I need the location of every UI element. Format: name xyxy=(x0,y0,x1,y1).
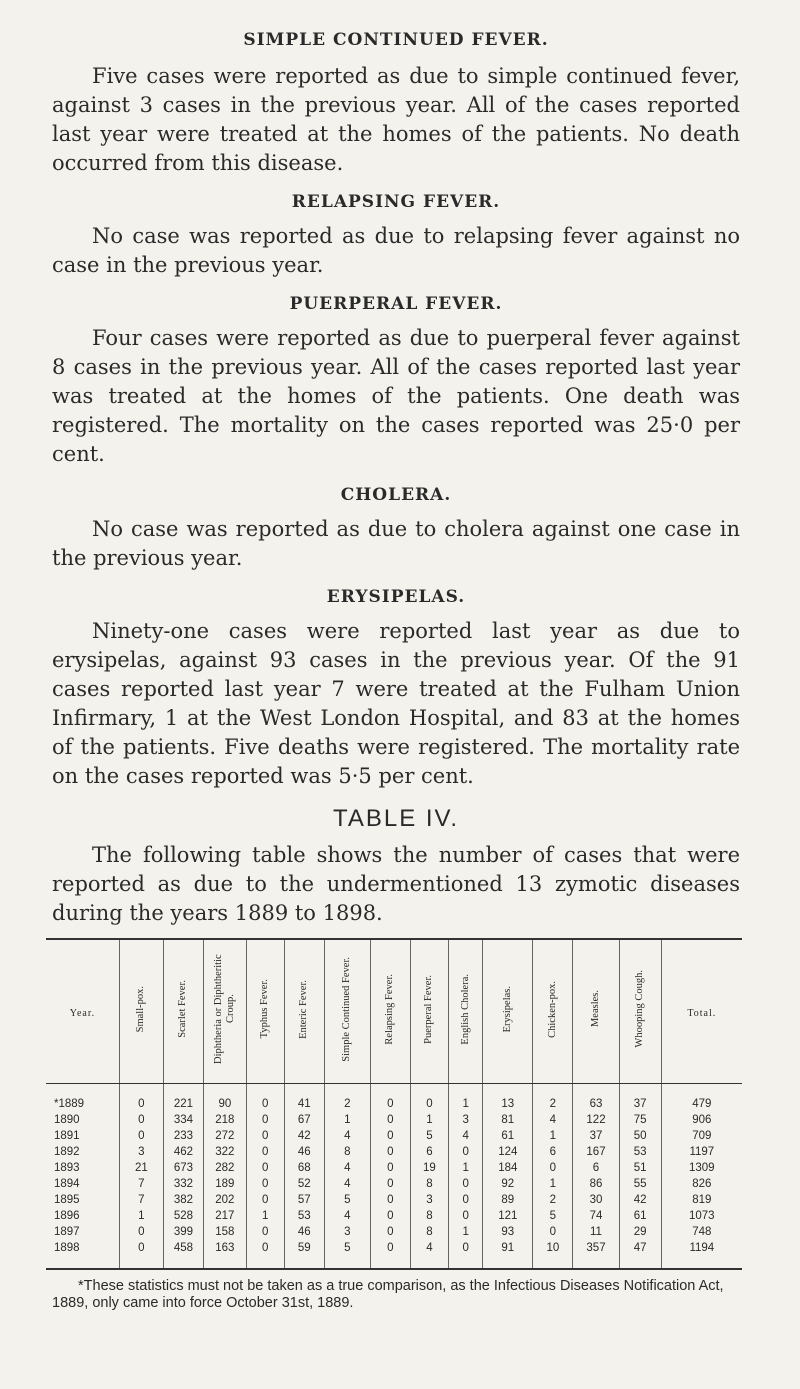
table-row xyxy=(46,1208,742,1224)
table-cell: 334 xyxy=(163,1112,203,1128)
table-cell: 202 xyxy=(204,1192,246,1208)
year-cell: 1897 xyxy=(54,1226,80,1238)
table-cell: 0 xyxy=(246,1224,284,1240)
table-cell: 30 xyxy=(573,1192,619,1208)
table-cell: 217 xyxy=(204,1208,246,1224)
table-cell: 0 xyxy=(370,1112,410,1128)
table-cell: 826 xyxy=(661,1176,742,1192)
paragraph-puerperal-fever: Four cases were reported as due to puerperal fever against 8 cases in the previous year. All of the cases reported last year was treated at the homes of the patients. One death was registered. The mortality on the cases reported was 25·0 per cent. xyxy=(52,326,740,466)
table-cell: 8 xyxy=(324,1144,370,1160)
table-cell: 1197 xyxy=(661,1144,742,1160)
table-cell: 332 xyxy=(163,1176,203,1192)
column-header-label: Puerperal Fever. xyxy=(423,974,435,1044)
column-header xyxy=(483,939,533,1084)
year-cell: 1890 xyxy=(54,1114,80,1126)
table-cell: 0 xyxy=(370,1224,410,1240)
table-cell: 52 xyxy=(284,1176,324,1192)
table-cell: 46 xyxy=(284,1144,324,1160)
table-cell: 37 xyxy=(619,1084,661,1113)
table-body xyxy=(46,1084,742,1270)
year-cell: 1891 xyxy=(54,1130,80,1142)
table-cell: 709 xyxy=(661,1128,742,1144)
table-cell: 4 xyxy=(449,1128,483,1144)
paragraph-cholera: No case was reported as due to cholera against one case in the previous year. xyxy=(52,517,740,570)
table-cell: 1194 xyxy=(661,1240,742,1269)
table-cell: 42 xyxy=(284,1128,324,1144)
column-header-label: Typhus Fever. xyxy=(259,979,271,1039)
table-cell: 42 xyxy=(619,1192,661,1208)
table-cell: 819 xyxy=(661,1192,742,1208)
table-row xyxy=(46,1128,742,1144)
table-cell: 4 xyxy=(324,1176,370,1192)
table-cell: 91 xyxy=(483,1240,533,1269)
table-cell: 1 xyxy=(533,1128,573,1144)
table-cell: 7 xyxy=(119,1176,163,1192)
table-cell: 3 xyxy=(449,1112,483,1128)
table-cell: 51 xyxy=(619,1160,661,1176)
table-cell: 158 xyxy=(204,1224,246,1240)
table-cell: 0 xyxy=(119,1240,163,1269)
table-cell: 3 xyxy=(410,1192,448,1208)
table-cell: 93 xyxy=(483,1224,533,1240)
column-header xyxy=(119,939,163,1084)
table-cell: 4 xyxy=(533,1112,573,1128)
table-cell: 4 xyxy=(410,1240,448,1269)
table-cell: 0 xyxy=(370,1084,410,1113)
column-header xyxy=(204,939,246,1084)
column-header xyxy=(619,939,661,1084)
table-cell: 59 xyxy=(284,1240,324,1269)
table-cell: 0 xyxy=(370,1144,410,1160)
table-cell: 68 xyxy=(284,1160,324,1176)
table-cell: 89 xyxy=(483,1192,533,1208)
table-cell: 61 xyxy=(483,1128,533,1144)
table-cell: 0 xyxy=(533,1160,573,1176)
table-cell: 5 xyxy=(410,1128,448,1144)
heading-relapsing-fever: RELAPSING FEVER. xyxy=(291,192,501,212)
table-cell: 0 xyxy=(449,1192,483,1208)
table-footnote: *These statistics must not be taken as a true comparison, as the Infectious Diseases Notification Act, 1889, only came into force October 31st, 1889. xyxy=(52,1278,724,1311)
table-cell: 74 xyxy=(573,1208,619,1224)
column-header-label: Year. xyxy=(69,1007,96,1019)
table-cell: 53 xyxy=(284,1208,324,1224)
table-cell: 8 xyxy=(410,1208,448,1224)
table-cell: 163 xyxy=(204,1240,246,1269)
table-cell: 2 xyxy=(324,1084,370,1113)
column-header-label: Enteric Fever. xyxy=(298,979,310,1039)
table-cell: 75 xyxy=(619,1112,661,1128)
heading-cholera: CHOLERA. xyxy=(340,485,452,505)
table-cell: 458 xyxy=(163,1240,203,1269)
table-cell: 221 xyxy=(163,1084,203,1113)
table-row xyxy=(46,1192,742,1208)
zymotic-diseases-table xyxy=(46,938,742,1270)
table-cell: 0 xyxy=(119,1224,163,1240)
table-cell: 1 xyxy=(410,1112,448,1128)
table-cell: 906 xyxy=(661,1112,742,1128)
table-cell: 1 xyxy=(324,1112,370,1128)
column-header xyxy=(246,939,284,1084)
heading-erysipelas: ERYSIPELAS. xyxy=(326,587,466,607)
table-row xyxy=(46,1224,742,1240)
table-cell: 63 xyxy=(573,1084,619,1113)
table-row xyxy=(46,1240,742,1269)
year-cell: 1896 xyxy=(54,1210,80,1222)
table-cell: 0 xyxy=(370,1128,410,1144)
table-cell: 189 xyxy=(204,1176,246,1192)
table-cell: 0 xyxy=(246,1112,284,1128)
column-header xyxy=(370,939,410,1084)
table-cell: 167 xyxy=(573,1144,619,1160)
column-header xyxy=(163,939,203,1084)
table-row xyxy=(46,1112,742,1128)
table-cell: 21 xyxy=(119,1160,163,1176)
table-row xyxy=(46,1084,742,1113)
table-cell: 0 xyxy=(246,1144,284,1160)
table-cell: 0 xyxy=(370,1160,410,1176)
table-cell: 1 xyxy=(449,1084,483,1113)
table-cell: 46 xyxy=(284,1224,324,1240)
table-cell: 1 xyxy=(246,1208,284,1224)
table-cell: 7 xyxy=(119,1192,163,1208)
column-header-label: Total. xyxy=(687,1007,717,1019)
table-cell: 0 xyxy=(246,1192,284,1208)
table-cell: 272 xyxy=(204,1128,246,1144)
table-cell: 282 xyxy=(204,1160,246,1176)
table-cell: 0 xyxy=(246,1084,284,1113)
table-header-row xyxy=(46,939,742,1084)
table-cell: 8 xyxy=(410,1224,448,1240)
table-cell: 0 xyxy=(246,1128,284,1144)
column-header-label: Relapsing Fever. xyxy=(384,973,396,1045)
table-row xyxy=(46,1160,742,1176)
table-cell: 0 xyxy=(119,1128,163,1144)
heading-puerperal-fever: PUERPERAL FEVER. xyxy=(289,294,503,314)
paragraph-erysipelas: Ninety-one cases were reported last year as due to erysipelas, against 93 cases in the previous year. Of the 91 cases reported last year 7 were treated at the Fulham Union Infirmary, 1 at the West London Hospital, and 83 at the homes of the patients. Five deaths were registered. The mortality rate on the cases reported was 5·5 per cent. xyxy=(52,619,740,788)
table-cell: 184 xyxy=(483,1160,533,1176)
column-header xyxy=(449,939,483,1084)
column-header-label: Small-pox. xyxy=(135,985,147,1033)
table-cell: 6 xyxy=(533,1144,573,1160)
table-cell: 382 xyxy=(163,1192,203,1208)
table-cell: 19 xyxy=(410,1160,448,1176)
table-cell: 0 xyxy=(370,1208,410,1224)
table-cell: 53 xyxy=(619,1144,661,1160)
table-cell: 357 xyxy=(573,1240,619,1269)
table-cell: 92 xyxy=(483,1176,533,1192)
table-cell: 1 xyxy=(449,1224,483,1240)
year-cell: 1895 xyxy=(54,1194,80,1206)
table-cell: 29 xyxy=(619,1224,661,1240)
table-cell: 67 xyxy=(284,1112,324,1128)
paragraph-relapsing-fever: No case was reported as due to relapsing fever against no case in the previous year. xyxy=(52,224,740,277)
table-cell: 0 xyxy=(119,1112,163,1128)
table-cell: 13 xyxy=(483,1084,533,1113)
column-header-label: Measles. xyxy=(590,990,601,1028)
year-cell: *1889 xyxy=(54,1098,85,1110)
year-cell: 1893 xyxy=(54,1162,80,1174)
table-cell: 462 xyxy=(163,1144,203,1160)
table-cell: 748 xyxy=(661,1224,742,1240)
table-cell: 0 xyxy=(370,1192,410,1208)
table-cell: 3 xyxy=(119,1144,163,1160)
table-cell: 5 xyxy=(324,1240,370,1269)
table-cell: 4 xyxy=(324,1208,370,1224)
table-cell: 0 xyxy=(449,1176,483,1192)
table-cell: 0 xyxy=(410,1084,448,1113)
column-header xyxy=(284,939,324,1084)
table-cell: 673 xyxy=(163,1160,203,1176)
column-header xyxy=(324,939,370,1084)
column-header xyxy=(573,939,619,1084)
table-cell: 0 xyxy=(246,1160,284,1176)
table-iv-intro: The following table shows the number of cases that were reported as due to the undermentioned 13 zymotic diseases during the years 1889 to 1898. xyxy=(52,843,740,925)
table-cell: 233 xyxy=(163,1128,203,1144)
paragraph-simple-continued-fever: Five cases were reported as due to simple continued fever, against 3 cases in the previous year. All of the cases reported last year were treated at the homes of the patients. No death occurred from this disease. xyxy=(52,64,740,175)
table-cell: 0 xyxy=(449,1240,483,1269)
column-header xyxy=(661,939,742,1084)
table-cell: 1 xyxy=(449,1160,483,1176)
table-cell: 86 xyxy=(573,1176,619,1192)
column-header xyxy=(533,939,573,1084)
table-cell: 0 xyxy=(246,1240,284,1269)
table-cell: 61 xyxy=(619,1208,661,1224)
table-iv-title: TABLE IV. xyxy=(332,805,460,832)
table-cell: 3 xyxy=(324,1224,370,1240)
column-header-label: Chicken-pox. xyxy=(546,980,558,1038)
table-cell: 6 xyxy=(573,1160,619,1176)
table-cell: 0 xyxy=(449,1208,483,1224)
column-header xyxy=(46,939,119,1084)
table-cell: 8 xyxy=(410,1176,448,1192)
year-cell: 1894 xyxy=(54,1178,80,1190)
table-cell: 41 xyxy=(284,1084,324,1113)
column-header-label: English Cholera. xyxy=(459,973,471,1045)
year-cell: 1898 xyxy=(46,1240,119,1269)
table-cell: 4 xyxy=(324,1128,370,1144)
table-cell: 528 xyxy=(163,1208,203,1224)
column-header xyxy=(410,939,448,1084)
table-cell: 0 xyxy=(119,1084,163,1113)
table-cell: 90 xyxy=(204,1084,246,1113)
table-cell: 81 xyxy=(483,1112,533,1128)
table-row xyxy=(46,1144,742,1160)
table-cell: 50 xyxy=(619,1128,661,1144)
table-cell: 11 xyxy=(573,1224,619,1240)
table-row xyxy=(46,1176,742,1192)
table-cell: 1 xyxy=(119,1208,163,1224)
table-cell: 218 xyxy=(204,1112,246,1128)
table-cell: 479 xyxy=(661,1084,742,1113)
table-cell: 37 xyxy=(573,1128,619,1144)
table-cell: 2 xyxy=(533,1084,573,1113)
table-cell: 121 xyxy=(483,1208,533,1224)
table-cell: 55 xyxy=(619,1176,661,1192)
table-cell: 47 xyxy=(619,1240,661,1269)
table-cell: 0 xyxy=(370,1176,410,1192)
table-cell: 4 xyxy=(324,1160,370,1176)
table-cell: 5 xyxy=(533,1208,573,1224)
table-cell: 122 xyxy=(573,1112,619,1128)
column-header-label: Simple Continued Fever. xyxy=(341,956,353,1062)
table-cell: 2 xyxy=(533,1192,573,1208)
column-header-label: Scarlet Fever. xyxy=(177,980,189,1038)
column-header-label: Whooping Cough. xyxy=(634,970,646,1048)
table-cell: 0 xyxy=(533,1224,573,1240)
table-cell: 0 xyxy=(449,1144,483,1160)
table-cell: 124 xyxy=(483,1144,533,1160)
year-cell: 1892 xyxy=(54,1146,80,1158)
table-cell: 57 xyxy=(284,1192,324,1208)
table-cell: 1073 xyxy=(661,1208,742,1224)
table-cell: 10 xyxy=(533,1240,573,1269)
column-header-label: Diphtheria or Diphtheritic Croup. xyxy=(212,954,236,1064)
table-cell: 1 xyxy=(533,1176,573,1192)
table-cell: 5 xyxy=(324,1192,370,1208)
table-cell: 0 xyxy=(370,1240,410,1269)
table-cell: 0 xyxy=(246,1176,284,1192)
table-cell: 1309 xyxy=(661,1160,742,1176)
table-cell: 322 xyxy=(204,1144,246,1160)
heading-simple-continued-fever: SIMPLE CONTINUED FEVER. xyxy=(243,30,549,50)
column-header-label: Erysipelas. xyxy=(501,985,513,1033)
table-cell: 399 xyxy=(163,1224,203,1240)
table-cell: 6 xyxy=(410,1144,448,1160)
